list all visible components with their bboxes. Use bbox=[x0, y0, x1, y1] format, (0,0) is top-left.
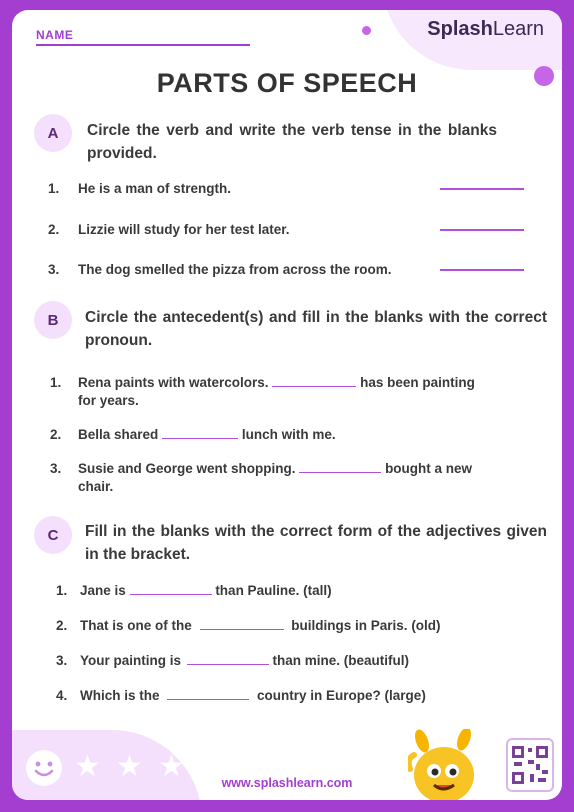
question-b2: 2. Bella shared lunch with me. bbox=[50, 427, 336, 442]
splashlearn-logo: SplashLearn bbox=[427, 18, 544, 40]
worksheet bbox=[12, 10, 562, 800]
answer-blank-b2[interactable] bbox=[162, 427, 238, 439]
star-icon: ★ bbox=[116, 750, 143, 783]
name-label: NAME bbox=[36, 28, 74, 42]
section-c-badge: C bbox=[34, 516, 72, 554]
section-b-badge: B bbox=[34, 301, 72, 339]
section-a-badge: A bbox=[34, 114, 72, 152]
answer-blank-a2[interactable] bbox=[440, 229, 524, 231]
question-c1: 1. Jane is than Pauline. (tall) bbox=[56, 583, 332, 598]
answer-blank-b3[interactable] bbox=[299, 461, 381, 473]
answer-blank-c3[interactable] bbox=[187, 653, 269, 665]
answer-blank-b1[interactable] bbox=[272, 375, 356, 387]
question-a2: 2. Lizzie will study for her test later. bbox=[48, 222, 290, 237]
page-title: PARTS OF SPEECH bbox=[156, 68, 418, 98]
mascot-icon bbox=[408, 729, 492, 800]
qr-code[interactable] bbox=[506, 738, 554, 792]
answer-blank-c1[interactable] bbox=[130, 583, 212, 595]
section-c-instruction: Fill in the blanks with the correct form of the adjectives given in the bracket. bbox=[85, 523, 547, 563]
question-b3: 3. Susie and George went shopping. bought a new chair. bbox=[50, 461, 473, 494]
name-line[interactable] bbox=[36, 44, 250, 46]
answer-blank-c2[interactable] bbox=[200, 618, 284, 630]
star-icon: ★ bbox=[74, 750, 101, 783]
answer-blank-a1[interactable] bbox=[440, 188, 524, 190]
question-c3: 3. Your painting is than mine. (beautiful) bbox=[56, 653, 410, 668]
question-a3: 3. The dog smelled the pizza from across the room. bbox=[48, 262, 392, 277]
question-c2: 2. That is one of the buildings in Paris. (old) bbox=[56, 618, 441, 633]
question-a1: 1. He is a man of strength. bbox=[48, 181, 232, 196]
question-c4: 4. Which is the country in Europe? (large) bbox=[56, 688, 426, 703]
footer-url[interactable]: www.splashlearn.com bbox=[221, 776, 353, 790]
answer-blank-a3[interactable] bbox=[440, 269, 524, 271]
question-b1: 1. Rena paints with watercolors. has been painting for years. bbox=[50, 375, 475, 408]
section-a-instruction: Circle the verb and write the verb tense in the blanks provided. bbox=[87, 122, 497, 162]
star-icon: ★ bbox=[158, 750, 185, 783]
decor-dot bbox=[362, 26, 371, 35]
answer-blank-c4[interactable] bbox=[167, 688, 249, 700]
section-b-instruction: Circle the antecedent(s) and fill in the blanks with the correct pronoun. bbox=[85, 309, 547, 349]
